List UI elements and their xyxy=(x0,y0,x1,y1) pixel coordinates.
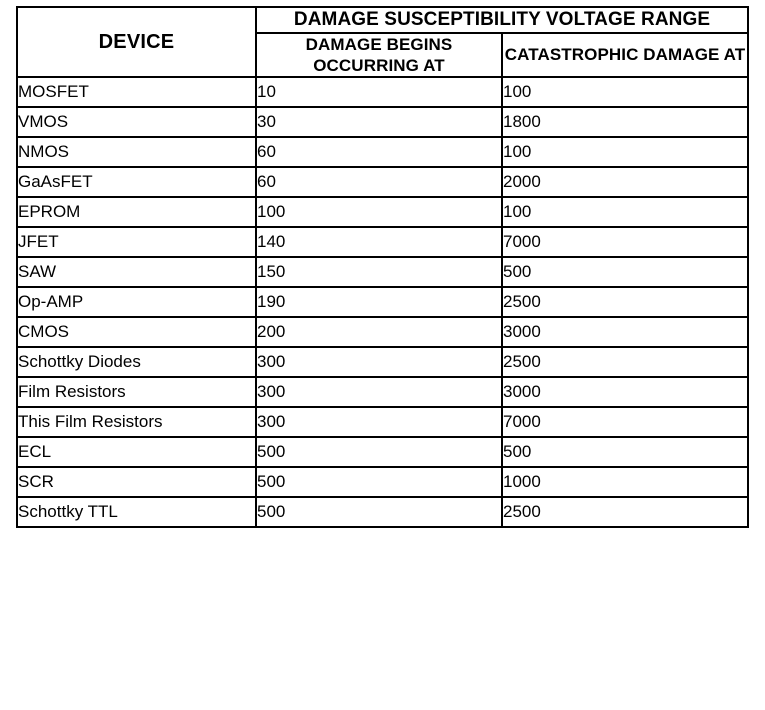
cell-catastrophic-damage: 7000 xyxy=(502,227,748,257)
cell-catastrophic-damage: 1000 xyxy=(502,467,748,497)
table-row xyxy=(17,317,748,347)
cell-device: SCR xyxy=(17,467,256,497)
page-root xyxy=(0,6,765,710)
cell-catastrophic-damage: 3000 xyxy=(502,317,748,347)
table-header-row-1 xyxy=(17,7,748,33)
damage-susceptibility-table xyxy=(16,6,749,528)
cell-damage-begins: 30 xyxy=(256,107,502,137)
cell-damage-begins: 140 xyxy=(256,227,502,257)
cell-damage-begins: 300 xyxy=(256,377,502,407)
table-row xyxy=(17,107,748,137)
table-body xyxy=(17,77,748,527)
table-row xyxy=(17,137,748,167)
cell-device: NMOS xyxy=(17,137,256,167)
cell-catastrophic-damage: 100 xyxy=(502,77,748,107)
table-row xyxy=(17,347,748,377)
cell-damage-begins: 190 xyxy=(256,287,502,317)
cell-device: Op-AMP xyxy=(17,287,256,317)
cell-device: ECL xyxy=(17,437,256,467)
cell-catastrophic-damage: 2500 xyxy=(502,287,748,317)
column-header-catastrophic: CATASTROPHIC DAMAGE AT xyxy=(502,33,748,78)
cell-device: CMOS xyxy=(17,317,256,347)
cell-device: EPROM xyxy=(17,197,256,227)
cell-device: Schottky TTL xyxy=(17,497,256,527)
table-row xyxy=(17,167,748,197)
cell-catastrophic-damage: 2000 xyxy=(502,167,748,197)
cell-device: GaAsFET xyxy=(17,167,256,197)
table-row xyxy=(17,197,748,227)
table-row xyxy=(17,257,748,287)
cell-device: SAW xyxy=(17,257,256,287)
table-row xyxy=(17,437,748,467)
cell-device: This Film Resistors xyxy=(17,407,256,437)
cell-damage-begins: 200 xyxy=(256,317,502,347)
cell-damage-begins: 60 xyxy=(256,167,502,197)
cell-damage-begins: 500 xyxy=(256,467,502,497)
cell-device: Film Resistors xyxy=(17,377,256,407)
cell-device: MOSFET xyxy=(17,77,256,107)
column-header-damage-begins: DAMAGE BEGINS OCCURRING AT xyxy=(256,33,502,78)
cell-damage-begins: 60 xyxy=(256,137,502,167)
cell-damage-begins: 500 xyxy=(256,497,502,527)
cell-catastrophic-damage: 1800 xyxy=(502,107,748,137)
cell-catastrophic-damage: 500 xyxy=(502,437,748,467)
cell-catastrophic-damage: 100 xyxy=(502,197,748,227)
cell-device: VMOS xyxy=(17,107,256,137)
cell-catastrophic-damage: 3000 xyxy=(502,377,748,407)
cell-damage-begins: 300 xyxy=(256,407,502,437)
cell-catastrophic-damage: 7000 xyxy=(502,407,748,437)
column-header-group: DAMAGE SUSCEPTIBILITY VOLTAGE RANGE xyxy=(256,7,748,33)
cell-device: Schottky Diodes xyxy=(17,347,256,377)
table-row xyxy=(17,407,748,437)
table-row xyxy=(17,377,748,407)
table-row xyxy=(17,227,748,257)
cell-damage-begins: 500 xyxy=(256,437,502,467)
table-row xyxy=(17,497,748,527)
cell-catastrophic-damage: 2500 xyxy=(502,497,748,527)
table-header xyxy=(17,7,748,77)
table-row xyxy=(17,77,748,107)
cell-damage-begins: 100 xyxy=(256,197,502,227)
cell-damage-begins: 10 xyxy=(256,77,502,107)
cell-catastrophic-damage: 100 xyxy=(502,137,748,167)
cell-device: JFET xyxy=(17,227,256,257)
cell-damage-begins: 150 xyxy=(256,257,502,287)
cell-catastrophic-damage: 500 xyxy=(502,257,748,287)
table-row xyxy=(17,467,748,497)
cell-damage-begins: 300 xyxy=(256,347,502,377)
column-header-device: DEVICE xyxy=(17,7,256,77)
cell-catastrophic-damage: 2500 xyxy=(502,347,748,377)
table-row xyxy=(17,287,748,317)
